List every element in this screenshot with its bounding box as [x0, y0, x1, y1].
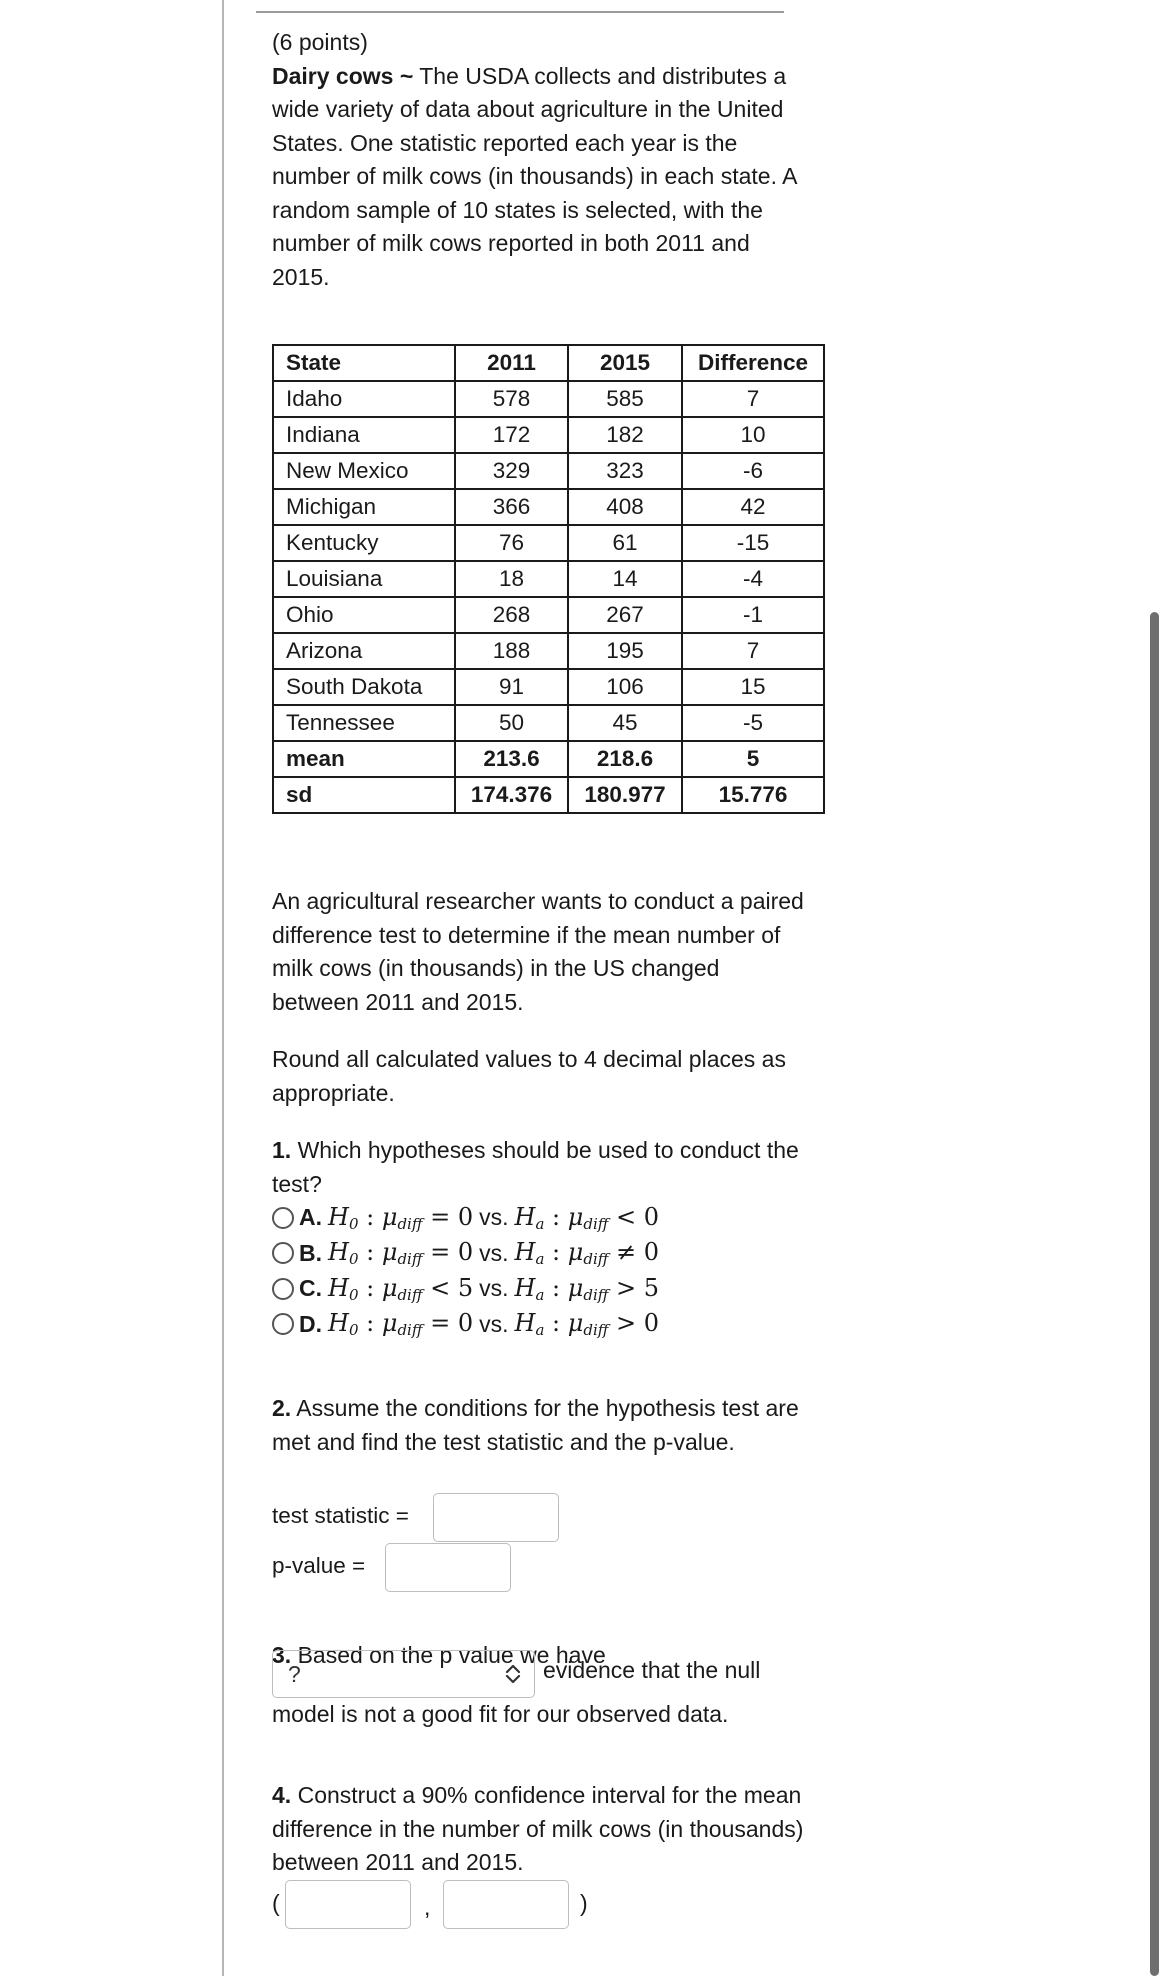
cell-sd-2011: 174.376 [455, 777, 568, 813]
cell-mean-2015: 218.6 [568, 741, 682, 777]
cell-state: Tennessee [273, 705, 455, 741]
cell-difference: 7 [682, 633, 824, 669]
q4-number: 4. [272, 1782, 292, 1808]
table-row [273, 669, 824, 705]
data-table [272, 344, 825, 814]
interval-close-paren: ) [580, 1890, 588, 1916]
cell-state: Ohio [273, 597, 455, 633]
intro-text: The USDA collects and distributes a wide variety of data about agriculture in the United States. One statistic reported each year is the number of milk cows (in thousands) in each state. A random sample of 10 states is selected, with the number of milk cows reported in both 2011 and 2015. [272, 62, 797, 290]
test-statistic-input[interactable] [433, 1493, 559, 1542]
top-divider [256, 11, 784, 13]
q3-tail: model is not a good fit for our observed data. [272, 1701, 729, 1727]
cell-2015: 61 [568, 525, 682, 561]
cell-2011: 76 [455, 525, 568, 561]
test-statistic-label: test statistic = [272, 1503, 409, 1528]
vs-label: vs. [479, 1204, 509, 1231]
alt-expression: $H_a$ : $\mu_{diff} > 0$ [514, 1309, 660, 1340]
q2-text: Assume the conditions for the hypothesis test are met and find the test statistic and the p-value. [272, 1395, 799, 1455]
cell-sd-label: sd [273, 777, 455, 813]
table-row [273, 489, 824, 525]
cell-2015: 45 [568, 705, 682, 741]
q3-after-select: evidence that the null [543, 1657, 761, 1683]
option-c[interactable] [272, 1271, 659, 1307]
table-row [273, 381, 824, 417]
scrollbar[interactable] [1150, 612, 1159, 1976]
evidence-select[interactable] [272, 1650, 535, 1698]
question-4 [272, 1779, 832, 1880]
cell-2011: 268 [455, 597, 568, 633]
radio-c[interactable] [272, 1278, 294, 1300]
q3-text: Based on the p value we have [291, 1642, 606, 1668]
cell-state: Indiana [273, 417, 455, 453]
alt-expression: $H_a$ : $\mu_{diff} \ne 0$ [514, 1238, 660, 1269]
cell-difference: 42 [682, 489, 824, 525]
option-letter: C. [299, 1275, 322, 1302]
cell-sd-difference: 15.776 [682, 777, 824, 813]
option-d[interactable] [272, 1307, 659, 1343]
option-a[interactable] [272, 1200, 659, 1236]
table-row [273, 525, 824, 561]
question-2 [272, 1392, 812, 1459]
option-b[interactable] [272, 1236, 659, 1272]
cell-sd-2015: 180.977 [568, 777, 682, 813]
question-title: Dairy cows ~ [272, 62, 414, 89]
evidence-select-value: ? [288, 1661, 301, 1687]
cell-difference: 15 [682, 669, 824, 705]
option-letter: B. [299, 1239, 322, 1266]
radio-b[interactable] [272, 1242, 294, 1264]
cell-2015: 267 [568, 597, 682, 633]
cell-2011: 91 [455, 669, 568, 705]
table-row-mean [273, 741, 824, 777]
cell-difference: 7 [682, 381, 824, 417]
cell-mean-2011: 213.6 [455, 741, 568, 777]
cell-mean-label: mean [273, 741, 455, 777]
radio-d[interactable] [272, 1313, 294, 1335]
table-row [273, 417, 824, 453]
cell-2015: 323 [568, 453, 682, 489]
vs-label: vs. [479, 1275, 509, 1302]
cell-state: Louisiana [273, 561, 455, 597]
hypothesis-expression: $H_0$ : $\mu_{diff} < 5$ [328, 1273, 474, 1304]
question-1 [272, 1134, 812, 1201]
intro-paragraph [272, 60, 812, 295]
header-2015: 2015 [568, 345, 682, 381]
ci-lower-input[interactable] [285, 1880, 411, 1929]
cell-2015: 408 [568, 489, 682, 525]
cell-state: Idaho [273, 381, 455, 417]
header-difference: Difference [682, 345, 824, 381]
alt-expression: $H_a$ : $\mu_{diff} < 0$ [514, 1202, 660, 1233]
cell-state: South Dakota [273, 669, 455, 705]
content-left-border [222, 0, 224, 1976]
table-row [273, 453, 824, 489]
cell-state: Kentucky [273, 525, 455, 561]
q4-text: Construct a 90% confidence interval for the mean difference in the number of milk cows (in thousands) between 2011 and 2015. [272, 1782, 804, 1875]
p-value-input[interactable] [385, 1543, 511, 1592]
alt-expression: $H_a$ : $\mu_{diff} > 5$ [514, 1273, 660, 1304]
q1-number: 1. [272, 1137, 292, 1163]
researcher-paragraph: An agricultural researcher wants to conduct a paired difference test to determine if the mean number of milk cows (in thousands) in the US changed between 2011 and 2015. [272, 888, 804, 1015]
cell-2011: 18 [455, 561, 568, 597]
cell-state: Arizona [273, 633, 455, 669]
q2-number: 2. [272, 1395, 292, 1421]
header-state: State [273, 345, 455, 381]
cell-2011: 188 [455, 633, 568, 669]
cell-2011: 578 [455, 381, 568, 417]
table-row [273, 561, 824, 597]
cell-2011: 366 [455, 489, 568, 525]
cell-2011: 50 [455, 705, 568, 741]
cell-difference: -1 [682, 597, 824, 633]
cell-difference: -15 [682, 525, 824, 561]
cell-difference: -4 [682, 561, 824, 597]
cell-state: Michigan [273, 489, 455, 525]
table-row-sd [273, 777, 824, 813]
cell-2011: 329 [455, 453, 568, 489]
cell-2015: 195 [568, 633, 682, 669]
cell-2015: 182 [568, 417, 682, 453]
interval-comma: , [424, 1894, 431, 1920]
cell-2015: 585 [568, 381, 682, 417]
chevron-up-down-icon [504, 1663, 522, 1685]
cell-difference: 10 [682, 417, 824, 453]
hypothesis-expression: $H_0$ : $\mu_{diff} = 0$ [328, 1309, 474, 1340]
cell-mean-difference: 5 [682, 741, 824, 777]
interval-open-paren: ( [272, 1890, 280, 1916]
vs-label: vs. [479, 1239, 509, 1266]
cell-difference: -6 [682, 453, 824, 489]
q1-text: Which hypotheses should be used to conduct the test? [272, 1137, 799, 1197]
hypothesis-options [272, 1200, 659, 1342]
ci-upper-input[interactable] [443, 1880, 569, 1929]
table-row [273, 597, 824, 633]
radio-a[interactable] [272, 1207, 294, 1229]
option-letter: A. [299, 1204, 322, 1231]
q3-number: 3. [272, 1642, 292, 1668]
table-header-row [273, 345, 824, 381]
table-row [273, 633, 824, 669]
cell-2015: 106 [568, 669, 682, 705]
question-intro [272, 26, 812, 294]
cell-2011: 172 [455, 417, 568, 453]
option-letter: D. [299, 1310, 322, 1337]
points-label: (6 points) [272, 29, 368, 55]
cell-difference: -5 [682, 705, 824, 741]
header-2011: 2011 [455, 345, 568, 381]
hypothesis-expression: $H_0$ : $\mu_{diff} = 0$ [328, 1202, 474, 1233]
vs-label: vs. [479, 1310, 509, 1337]
rounding-paragraph: Round all calculated values to 4 decimal places as appropriate. [272, 1046, 786, 1106]
cell-state: New Mexico [273, 453, 455, 489]
p-value-label: p-value = [272, 1553, 366, 1578]
table-row [273, 705, 824, 741]
hypothesis-expression: $H_0$ : $\mu_{diff} = 0$ [328, 1238, 474, 1269]
cell-2015: 14 [568, 561, 682, 597]
